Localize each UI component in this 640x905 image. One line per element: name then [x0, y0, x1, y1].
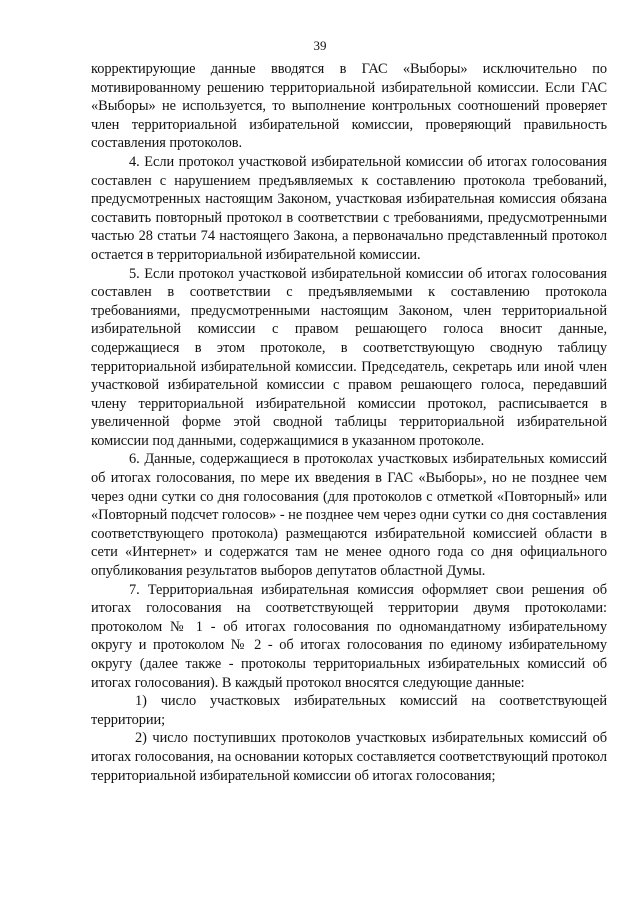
paragraph-subitem-2: 2) число поступивших протоколов участковых избирательных комиссий об итогах голосования, на основании которых составляется соответствующий протокол территориальной избирательной комиссии об итогах голосования; — [91, 730, 607, 784]
page-number: 39 — [313, 38, 327, 53]
paragraph-item-6: 6. Данные, содержащиеся в протоколах участковых избирательных комиссий об итогах голосования, по мере их введения в ГАС «Выборы», но не позднее чем через одни сутки со дня голосования (для протоколов с отметкой «Повторный» или «Повторный подсчет голосов» - не позднее чем через одни сутки со дня составления соответствующего протокола) размещаются избирательной комиссией области в сети «Интернет» и содержатся там не менее одного года со дня официального опубликования результатов выборов депутатов областной Думы. — [91, 451, 607, 580]
paragraph-continuation: корректирующие данные вводятся в ГАС «Выборы» исключительно по мотивированному решению территориальной избирательной комиссии. Если ГАС «Выборы» не используется, то выполнение контрольных соотношений проверяет член территориальной избирательной комиссии, проверяющий правильность составления протоколов. — [91, 61, 607, 152]
paragraph-item-5: 5. Если протокол участковой избирательной комиссии об итогах голосования составлен в соответствии с предъявляемыми к составлению протокола требованиями, предусмотренными настоящим Законом, член территориальной избирательной комиссии с правом решающего голоса вносит данные, содержащиеся в этом протоколе, в соответствующую сводную таблицу территориальной избирательной комиссии. Председатель, секретарь или иной член участковой избирательной комиссии с правом решающего голоса, передавший члену территориальной избирательной комиссии протокол, расписывается в увеличенной форме этой сводной таблицы территориальной избирательной комиссии под данными, содержащимися в указанном протоколе. — [91, 265, 607, 449]
paragraph-item-4: 4. Если протокол участковой избирательной комиссии об итогах голосования составлен с нарушением предъявляемых к составлению протокола требований, предусмотренных настоящим Законом, участковая избирательная комиссия обязана составить повторный протокол в соответствии с требованиями, предусмотренными частью 28 статьи 74 настоящего Закона, а первоначально представленный протокол остается в территориальной избирательной комиссии. — [91, 153, 607, 263]
paragraph-item-7: 7. Территориальная избирательная комиссия оформляет свои решения об итогах голосования на соответствующей территории двумя протоколами: протоколом № 1 - об итогах голосования по одномандатному избирательному округу и протоколом № 2 - об итогах голосования по единому избирательному округу (далее также - протоколы территориальных избирательных комиссий об итогах голосования). В каждый протокол вносятся следующие данные: — [91, 581, 607, 691]
paragraph-subitem-1: 1) число участковых избирательных комиссий на соответствующей территории; — [91, 693, 607, 728]
document-body — [91, 60, 607, 785]
